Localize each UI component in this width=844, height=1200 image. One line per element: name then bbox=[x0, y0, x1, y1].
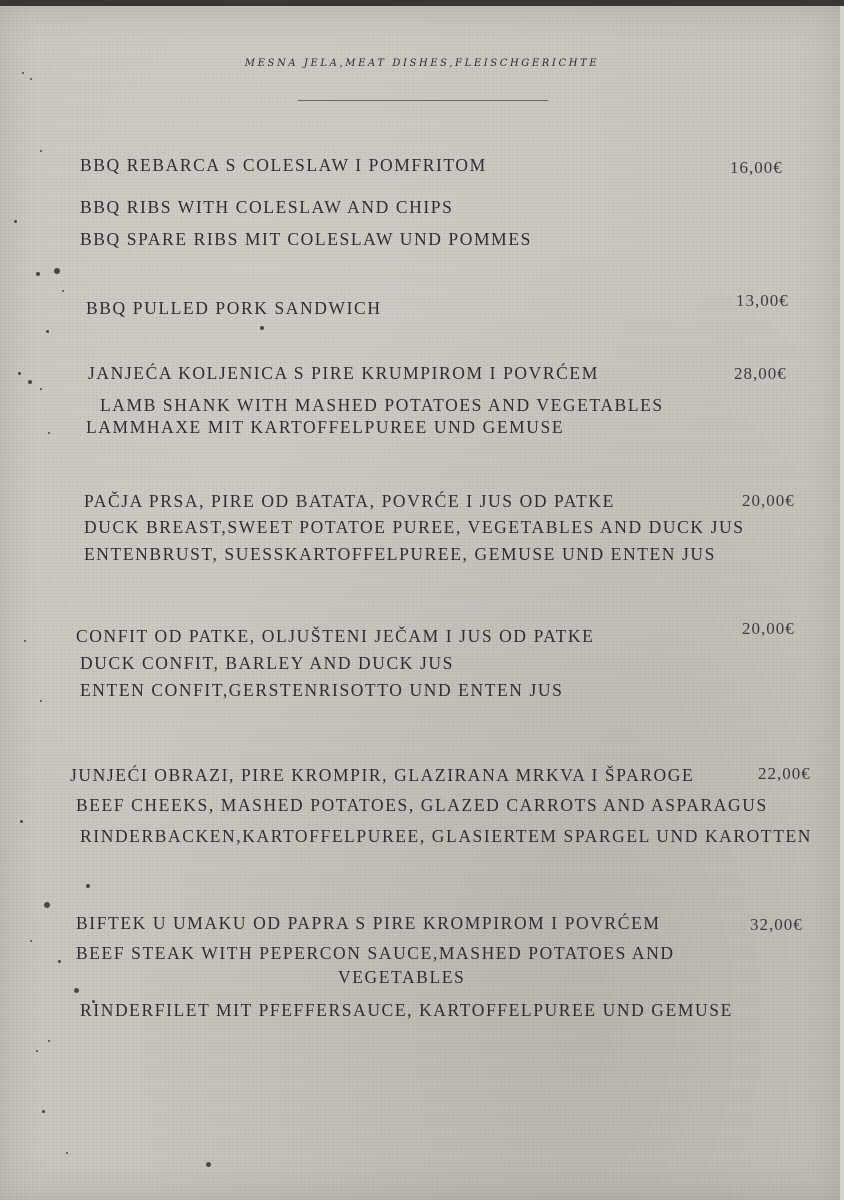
dish-name-german: LAMMHAXE MIT KARTOFFELPUREE UND GEMUSE bbox=[86, 417, 565, 437]
dish-name-german: ENTENBRUST, SUESSKARTOFFELPUREE, GEMUSE UND ENTEN JUS bbox=[84, 544, 716, 564]
dish-name-german: RINDERFILET MIT PFEFFERSAUCE, KARTOFFELPUREE UND GEMUSE bbox=[80, 1000, 733, 1020]
dish-name-german: BBQ SPARE RIBS MIT COLESLAW UND POMMES bbox=[80, 229, 532, 249]
dish-name-english-continued: VEGETABLES bbox=[338, 967, 466, 987]
dish-name-german: ENTEN CONFIT,GERSTENRISOTTO UND ENTEN JUS bbox=[80, 680, 564, 700]
dish-name-croatian: CONFIT OD PATKE, OLJUŠTENI JEČAM I JUS OD PATKE bbox=[76, 626, 595, 646]
dish-name-english: BBQ RIBS WITH COLESLAW AND CHIPS bbox=[80, 197, 454, 217]
menu-title: MESNA JELA,MEAT DISHES,FLEISCHGERICHTE bbox=[244, 58, 600, 69]
dish-name-croatian: BBQ REBARCA S COLESLAW I POMFRITOM bbox=[80, 155, 487, 175]
dish-price: 20,00€ bbox=[742, 619, 795, 638]
dish-name-croatian: JANJEĆA KOLJENICA S PIRE KRUMPIROM I POVRĆEM bbox=[88, 363, 599, 383]
title-divider bbox=[298, 100, 548, 101]
dish-name-croatian: JUNJEĆI OBRAZI, PIRE KROMPIR, GLAZIRANA MRKVA I ŠPAROGE bbox=[70, 765, 695, 785]
dish-name-english: DUCK CONFIT, BARLEY AND DUCK JUS bbox=[80, 653, 455, 673]
dish-price: 13,00€ bbox=[736, 291, 789, 310]
dish-name-croatian: PAČJA PRSA, PIRE OD BATATA, POVRĆE I JUS OD PATKE bbox=[84, 491, 615, 511]
dish-price: 28,00€ bbox=[734, 364, 787, 383]
dish-name-german: RINDERBACKEN,KARTOFFELPUREE, GLASIERTEM SPARGEL UND KAROTTEN bbox=[80, 826, 813, 846]
dish-name-english: LAMB SHANK WITH MASHED POTATOES AND VEGETABLES bbox=[100, 395, 664, 415]
dish-price: 32,00€ bbox=[750, 915, 803, 934]
dish-price: 20,00€ bbox=[742, 491, 795, 510]
dish-price: 22,00€ bbox=[758, 764, 811, 783]
dish-name-croatian: BBQ PULLED PORK SANDWICH bbox=[86, 298, 382, 318]
dish-name-croatian: BIFTEK U UMAKU OD PAPRA S PIRE KROMPIROM I POVRĆEM bbox=[76, 913, 661, 933]
page-edge bbox=[840, 6, 844, 1200]
dish-name-english: BEEF STEAK WITH PEPERCON SAUCE,MASHED POTATOES AND bbox=[76, 943, 675, 963]
dish-name-english: DUCK BREAST,SWEET POTATOE PUREE, VEGETABLES AND DUCK JUS bbox=[84, 517, 745, 537]
dish-price: 16,00€ bbox=[730, 158, 783, 177]
dish-name-english: BEEF CHEEKS, MASHED POTATOES, GLAZED CARROTS AND ASPARAGUS bbox=[76, 795, 768, 815]
